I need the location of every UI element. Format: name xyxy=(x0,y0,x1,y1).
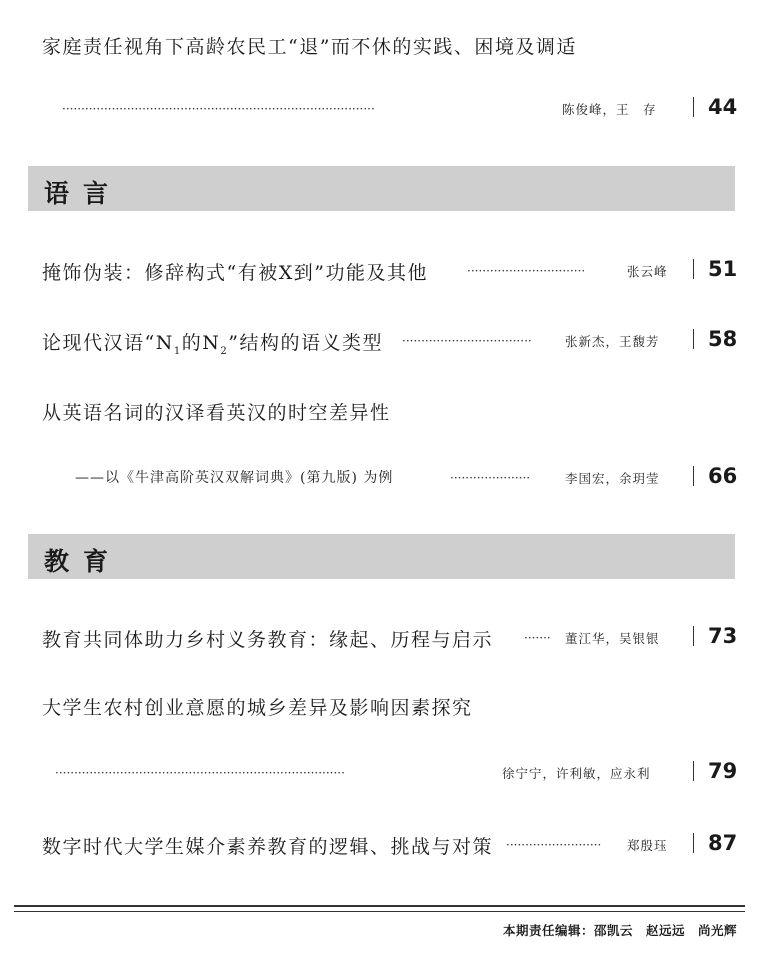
page-separator xyxy=(693,761,694,781)
section-header-language xyxy=(28,166,735,211)
page-number[interactable]: 79 xyxy=(708,759,738,783)
article-authors: 陈俊峰，王 存 xyxy=(562,102,657,117)
leader-dots: ······························· xyxy=(467,264,586,278)
page-separator xyxy=(693,833,694,853)
page-number[interactable]: 58 xyxy=(708,327,738,351)
leader-dots: ············································································ xyxy=(55,766,345,780)
footer-rule-thick xyxy=(14,905,745,907)
article-authors: 李国宏，余玥莹 xyxy=(565,471,660,486)
leader-dots: ························· xyxy=(506,838,602,852)
section-header-education xyxy=(28,534,735,579)
page-number[interactable]: 44 xyxy=(708,95,738,119)
article-authors: 徐宁宁，许利敏，应永利 xyxy=(502,766,651,781)
article-authors: 董江华，吴银银 xyxy=(565,631,660,646)
article-title[interactable]: 教育共同体助力乡村义务教育：缘起、历程与启示 xyxy=(42,629,494,651)
article-authors: 张新杰，王馥芳 xyxy=(565,334,660,349)
footer-rule-thin xyxy=(14,911,745,912)
article-title[interactable]: 数字时代大学生媒介素养教育的逻辑、挑战与对策 xyxy=(42,836,494,858)
article-authors: 张云峰 xyxy=(627,264,668,279)
responsible-editors: 本期责任编辑：邵凯云 赵远远 尚光辉 xyxy=(502,923,737,938)
article-subtitle: ——以《牛津高阶英汉双解词典》(第九版) 为例 xyxy=(75,470,394,486)
leader-dots: ·································· xyxy=(402,334,532,348)
leader-dots: ······· xyxy=(524,631,551,645)
page-separator xyxy=(693,259,694,279)
page-separator xyxy=(693,626,694,646)
page-separator xyxy=(693,97,694,117)
page-number[interactable]: 87 xyxy=(708,831,738,855)
section-label: 教育 xyxy=(44,547,123,576)
leader-dots: ·················································································· xyxy=(62,102,375,116)
leader-dots: ····················· xyxy=(450,471,531,485)
title-subscript: 1 xyxy=(173,345,182,357)
page-number[interactable]: 73 xyxy=(708,624,738,648)
article-title[interactable] xyxy=(42,328,383,357)
article-title[interactable]: 从英语名词的汉译看英汉的时空差异性 xyxy=(42,402,391,424)
title-part: 论现代汉语“N xyxy=(42,332,174,354)
article-authors: 郑殷珏 xyxy=(627,838,668,853)
title-part: ”结构的语义类型 xyxy=(228,332,383,354)
article-title[interactable]: 家庭责任视角下高龄农民工“退”而不休的实践、困境及调适 xyxy=(42,36,577,58)
page-number[interactable]: 66 xyxy=(708,464,738,488)
title-part: 的N xyxy=(181,332,221,354)
page-number[interactable]: 51 xyxy=(708,257,738,281)
page-separator xyxy=(693,466,694,486)
article-title[interactable]: 掩饰伪装：修辞构式“有被X到”功能及其他 xyxy=(42,262,428,284)
section-label: 语言 xyxy=(44,179,123,208)
page-separator xyxy=(693,329,694,349)
title-subscript: 2 xyxy=(220,345,229,357)
article-title[interactable]: 大学生农村创业意愿的城乡差异及影响因素探究 xyxy=(42,697,473,719)
